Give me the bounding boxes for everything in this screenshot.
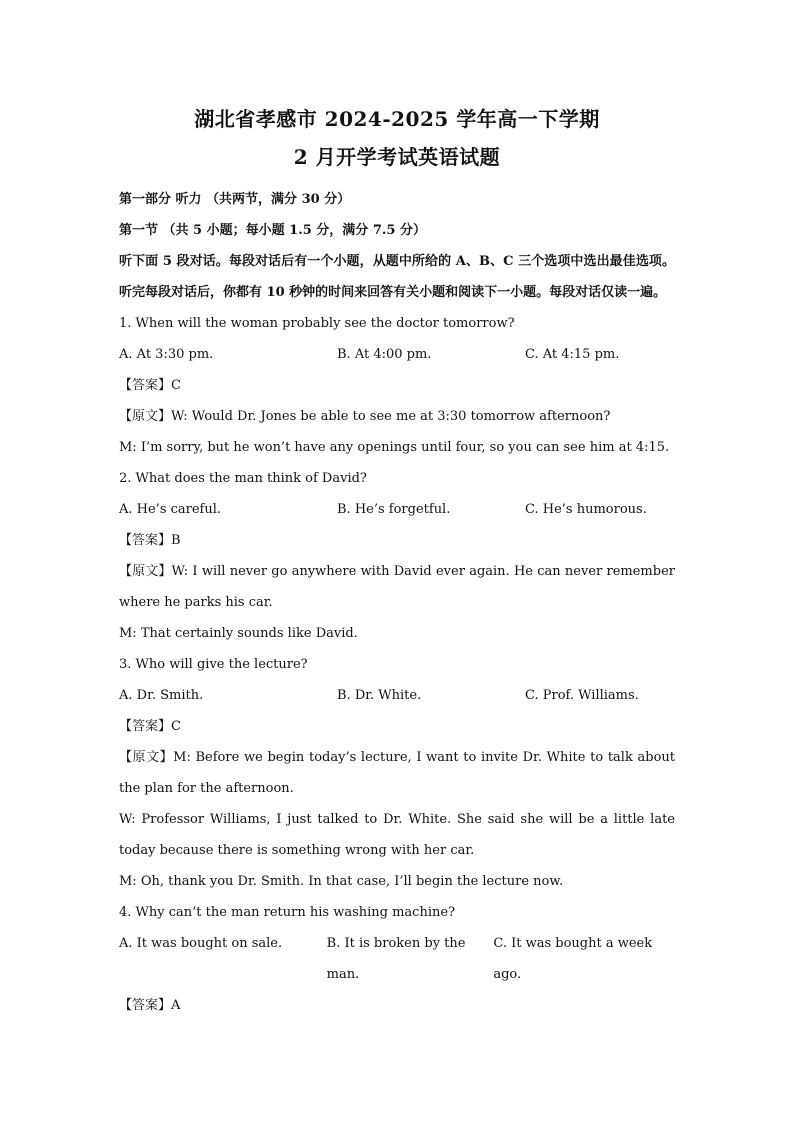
- script-line: M: Oh, thank you Dr. Smith. In that case, I’ll begin the lecture now.: [119, 874, 564, 889]
- script-line: 【原文】W: Would Dr. Jones be able to see me at 3:30 tomorrow afternoon?: [119, 409, 611, 424]
- option-b: B. Dr. White.: [337, 688, 422, 703]
- section-heading: 第一节 （共 5 小题；每小题 1.5 分，满分 7.5 分）: [119, 223, 426, 238]
- answer-2: 【答案】B: [119, 533, 181, 548]
- question-2: 2. What does the man think of David?: [119, 471, 367, 486]
- question-3-options: [119, 680, 675, 711]
- option-a: A. It was bought on sale.: [119, 936, 283, 951]
- option-c: C. He’s humorous.: [525, 502, 647, 517]
- instructions: 听下面 5 段对话。每段对话后有一个小题，从题中所给的 A、B、C 三个选项中选出最佳选项。听完每段对话后，你都有 10 秒钟的时间来回答有关小题和阅读下一小题。每段对话仅读一遍。: [119, 254, 675, 300]
- script-line: M: I’m sorry, but he won’t have any openings until four, so you can see him at 4:15.: [119, 440, 670, 455]
- part-heading: 第一部分 听力 （共两节，满分 30 分）: [119, 192, 351, 207]
- answer-3: 【答案】C: [119, 719, 181, 734]
- question-4-options: [119, 928, 675, 990]
- question-3: 3. Who will give the lecture?: [119, 657, 308, 672]
- option-a: A. Dr. Smith.: [119, 688, 204, 703]
- answer-4: 【答案】A: [119, 998, 181, 1013]
- script-line: M: That certainly sounds like David.: [119, 626, 358, 641]
- question-2-options: [119, 494, 675, 525]
- option-b: B. It is broken by the man.: [326, 936, 466, 982]
- option-c: C. It was bought a week ago.: [493, 936, 653, 982]
- title-line-1: 湖北省孝感市 2024-2025 学年高一下学期: [194, 107, 600, 131]
- script-line: 【原文】W: I will never go anywhere with David ever again. He can never remember where he parks his car.: [119, 564, 675, 610]
- question-1: 1. When will the woman probably see the doctor tomorrow?: [119, 316, 515, 331]
- option-b: B. At 4:00 pm.: [337, 347, 432, 362]
- option-b: B. He’s forgetful.: [337, 502, 451, 517]
- question-4: 4. Why can’t the man return his washing machine?: [119, 905, 456, 920]
- question-1-options: [119, 339, 675, 370]
- option-c: C. Prof. Williams.: [525, 688, 639, 703]
- script-line: W: Professor Williams, I just talked to Dr. White. She said she will be a little late today because there is something wrong with her car.: [119, 812, 675, 858]
- option-c: C. At 4:15 pm.: [525, 347, 620, 362]
- option-a: A. At 3:30 pm.: [119, 347, 214, 362]
- title-line-2: 2 月开学考试英语试题: [293, 145, 501, 169]
- script-line: 【原文】M: Before we begin today’s lecture, I want to invite Dr. White to talk about the plan for the afternoon.: [119, 750, 675, 796]
- answer-1: 【答案】C: [119, 378, 181, 393]
- option-a: A. He’s careful.: [119, 502, 222, 517]
